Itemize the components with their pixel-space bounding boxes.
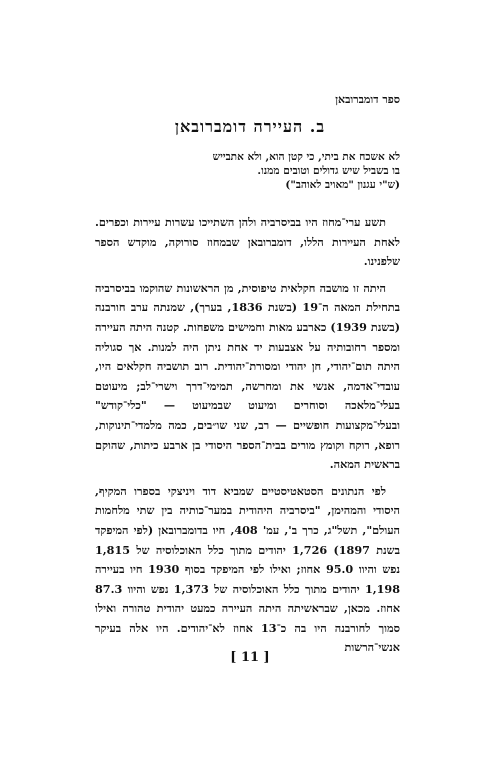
page-number: [ 11 ] bbox=[230, 650, 270, 665]
paragraph: תשע ערי־מחוז היו בביסרביה ולהן השתייכו עשרות עיירות וכפרים. לאחת העיירות הללו, דומברובאן שבמחוז סורוקה, מוקדש הספר שלפנינו. bbox=[95, 215, 400, 269]
epigraph-source: (ש"י עגנון "מאויב לאוהב") bbox=[285, 179, 400, 191]
chapter-title: ב. העיירה דומברובאן bbox=[174, 117, 326, 136]
paragraph: היתה זו מושבה חקלאית טיפוסית, מן הראשונות שהוקמו בביסרביה בתחילת המאה ה־19 (בשנת 1836, בערך), שמנתה ערב חורבנה (בשנת 1939) כארבע מאות וחמישים משפחות. קטנה היתה העיירה ומספר רחובותיה על אצבעות יד אחת ניתן היה למנות. אך סגוליה היתה תום־יהודי, חן יהודי ומסורת־יהודית. רוב תושביה חקלאים היו, עובדי־אדמה, אנשי את ומחרשה, תמימי־דרך וישרי־לב; מיעוטם בעלי־מלאכה וסוחרים ומיעוט שבמיעוט — "כלי־קודש" ובעלי־מקצועות חופשיים — רב, שני שו״בים, כמה מלמדי־תינוקות, רופא, רוקח וקומץ מורים בבית־הספר היסודי בן ארבע כיתות, שהוקם בראשית המאה. bbox=[95, 280, 400, 472]
epigraph-line: בו בשביל שיש גדולים וטובים ממנו. bbox=[257, 165, 400, 177]
epigraph bbox=[100, 150, 400, 192]
epigraph-line: לא אשכח את ביתי, כי קטן הוא, ולא אתבייש bbox=[212, 151, 400, 163]
paragraph: לפי הנתונים הסטאטיסטיים שמביא דוד ויניצקי בספרו המקיף, היסודי והמהימן, "ביסרביה היהודית במער־כותיה בין שתי מלחמות העולם", תשל"ג, כרך ב', עמ' 408, חיו בדומברובאן (לפי המיפקד בשנת 1897) 1,726 יהודים מתוך כלל האוכלוסיה של 1,815 נפש והיוו 95.0 אחוז; ואילו לפי המיפקד בסוף 1930 חיו בעיירה 1,198 יהודים מתוך כלל האוכלוסיה של 1,373 נפש והיוו 87.3 אחוז. מכאן, שבראשיתה היתה העיירה כמעט יהודית טהורה ואילו סמוך לחורבנה היו בה כ־13 אחוז לא־יהודים. היו אלה בעיקר אנשי־הרשות bbox=[95, 483, 401, 655]
body-text bbox=[95, 213, 400, 658]
running-header: ספר דומברובאן bbox=[335, 93, 400, 106]
